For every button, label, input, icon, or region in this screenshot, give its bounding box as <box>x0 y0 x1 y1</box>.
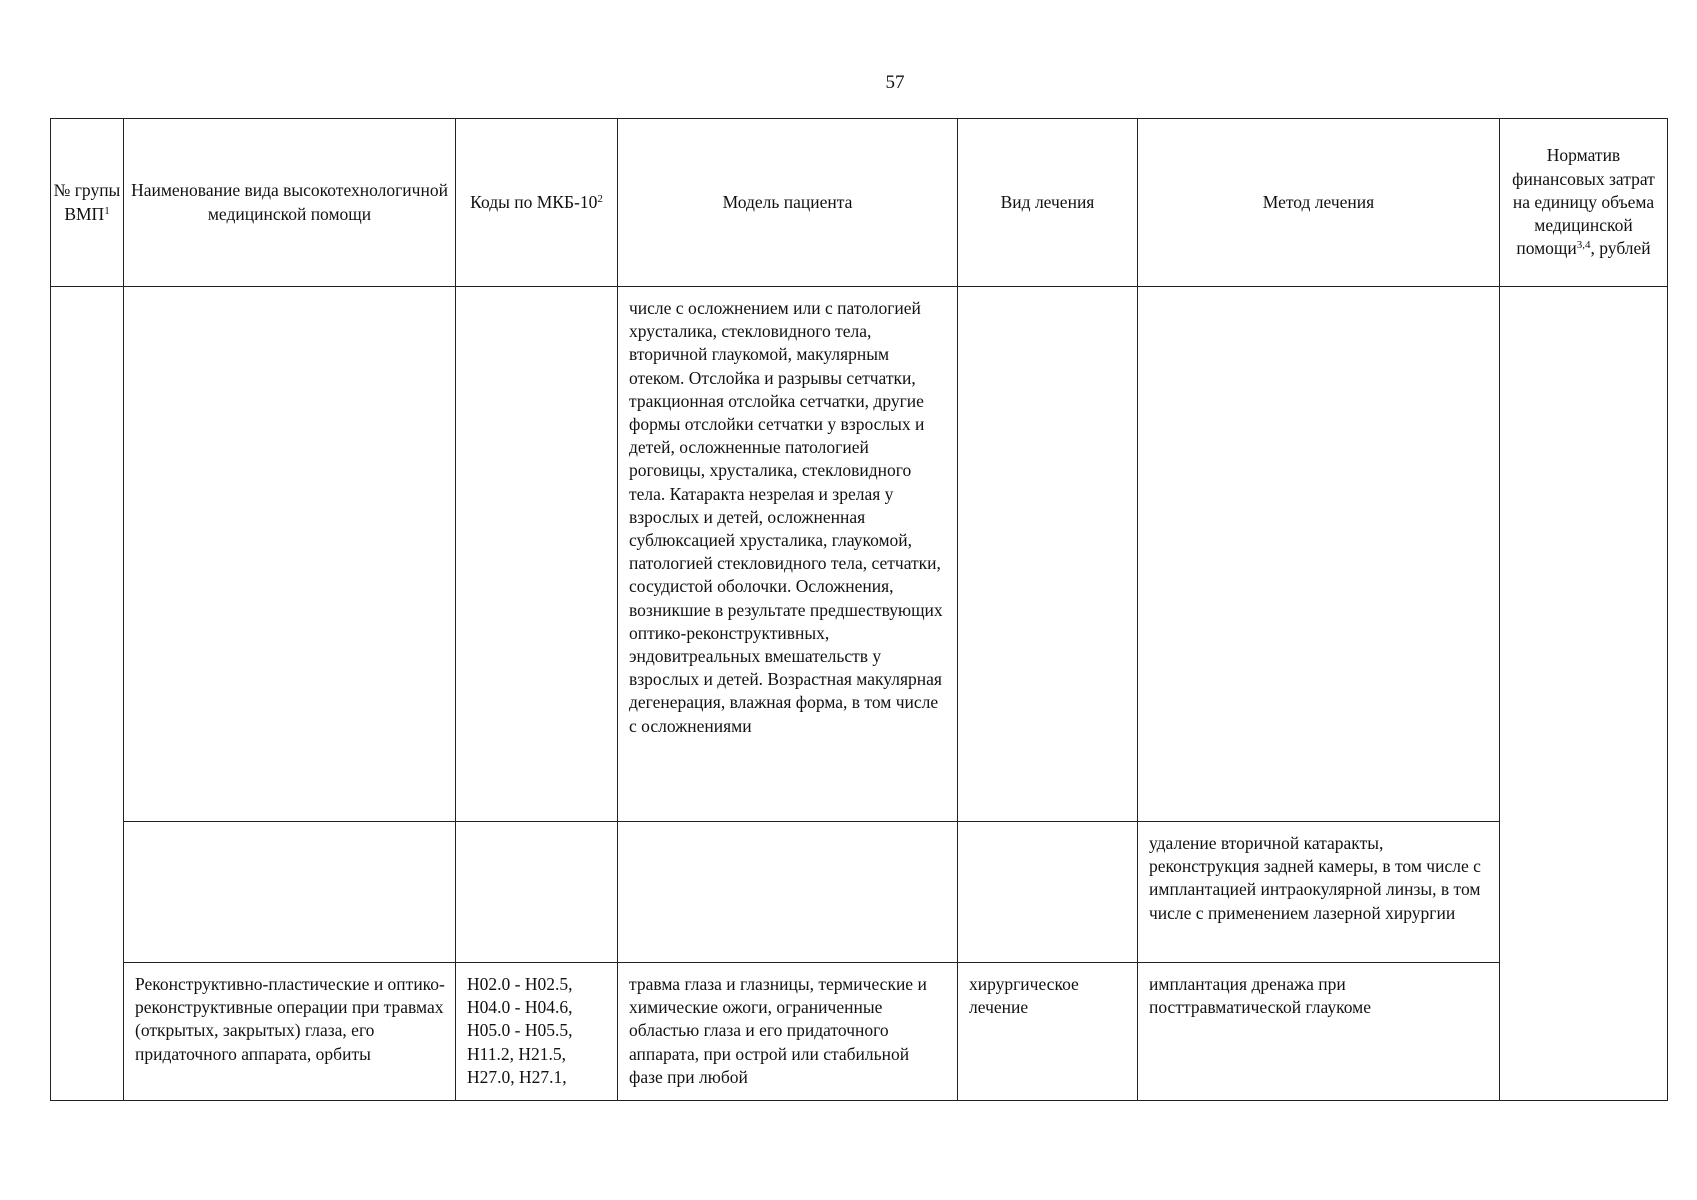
header-treatment-method-label: Метод лечения <box>1262 191 1375 212</box>
header-cost-standard-unit: , рублей <box>1590 238 1651 259</box>
icd-codes-cell <box>456 963 618 1101</box>
cost-standard-cell <box>1500 287 1668 1101</box>
header-treatment-type-label: Вид лечения <box>1000 191 1095 212</box>
treatment-type-cell <box>958 287 1138 822</box>
icd-codes: H02.0 - H02.5, H04.0 - H04.6, H05.0 - H05.5, H11.2, H21.5, H27.0, H27.1, <box>467 974 573 1087</box>
header-treatment-type <box>958 119 1138 287</box>
header-patient-model-label: Модель пациента <box>722 191 853 212</box>
icd-codes <box>456 287 617 299</box>
treatment-method: удаление вторичной катаракты, реконструкция задней камеры, в том числе с имплантацией интраокулярной линзы, в том числе с применением лазерной хирургии <box>1149 833 1481 923</box>
header-icd-codes <box>456 119 618 287</box>
header-group-number <box>51 119 124 287</box>
table-row <box>51 822 1668 963</box>
treatment-method <box>1138 287 1499 299</box>
header-cost-standard <box>1500 119 1668 287</box>
treatment-method-cell <box>1138 963 1500 1101</box>
care-type-name: Реконструктивно-пластические и оптико-реконструктивные операции при травмах (открытых, закрытых) глаза, его придаточного аппарата, орбиты <box>135 974 445 1064</box>
care-type-name-cell <box>124 287 456 822</box>
header-row <box>51 119 1668 287</box>
treatment-type-cell <box>958 822 1138 963</box>
icd-codes-cell <box>456 287 618 822</box>
header-care-type-name <box>124 119 456 287</box>
header-icd-codes-label: Коды по МКБ-10 <box>470 191 598 212</box>
patient-model: травма глаза и глазницы, термические и химические ожоги, ограниченные областью глаза и его придаточного аппарата, при острой или стабильной фазе при любой <box>629 974 927 1087</box>
header-patient-model <box>618 119 958 287</box>
patient-model: числе с осложнением или с патологией хрусталика, стекловидного тела, вторичной глаукомой, макулярным отеком. Отслойка и разрывы сетчатки, тракционная отслойка сетчатки, другие формы отслойки сетчатки у взрослых и детей, осложненные патологией роговицы, хрусталика, стекловидного тела. Катаракта незрелая и зрелая у взрослых и детей, осложненная сублюксацией хрусталика, глаукомой, патологией стекловидного тела, сетчатки, сосудистой оболочки. Осложнения, возникшие в результате предшествующих оптико-реконструктивных, эндовитреальных вмешательств у взрослых и детей. Возрастная макулярная дегенерация, влажная форма, в том числе с осложнениями <box>629 298 943 736</box>
table-row <box>51 287 1668 822</box>
vmp-table <box>50 118 1668 1101</box>
care-type-name <box>124 287 455 299</box>
footnote-2: 2 <box>597 192 603 205</box>
care-type-name <box>124 822 455 834</box>
care-type-name-cell <box>124 963 456 1101</box>
treatment-method: имплантация дренажа при посттравматической глаукоме <box>1149 974 1371 1018</box>
treatment-method-cell <box>1138 287 1500 822</box>
header-cost-standard-label: Норматив финансовых затрат на единицу объема медицинской помощи <box>1512 145 1655 259</box>
header-care-type-name-label: Наименование вида высокотехнологичной медицинской помощи <box>131 180 448 224</box>
group-number <box>51 287 123 299</box>
icd-codes-cell <box>456 822 618 963</box>
patient-model <box>618 822 957 834</box>
table-row <box>51 963 1668 1101</box>
treatment-method-cell <box>1138 822 1500 963</box>
cost-standard <box>1500 287 1667 299</box>
treatment-type <box>958 822 1137 834</box>
icd-codes <box>456 822 617 834</box>
header-treatment-method <box>1138 119 1500 287</box>
patient-model-cell <box>618 822 958 963</box>
patient-model-cell <box>618 963 958 1101</box>
footnote-3-4: 3,4 <box>1576 239 1591 252</box>
page-number: 57 <box>885 72 905 93</box>
patient-model-cell <box>618 287 958 822</box>
treatment-type <box>958 287 1137 299</box>
treatment-type-cell <box>958 963 1138 1101</box>
care-type-name-cell <box>124 822 456 963</box>
treatment-type: хирургическое лечение <box>969 974 1079 1018</box>
header-group-number-label: № групы ВМП <box>53 180 121 224</box>
footnote-1: 1 <box>104 204 110 217</box>
group-number-cell <box>51 287 124 1101</box>
